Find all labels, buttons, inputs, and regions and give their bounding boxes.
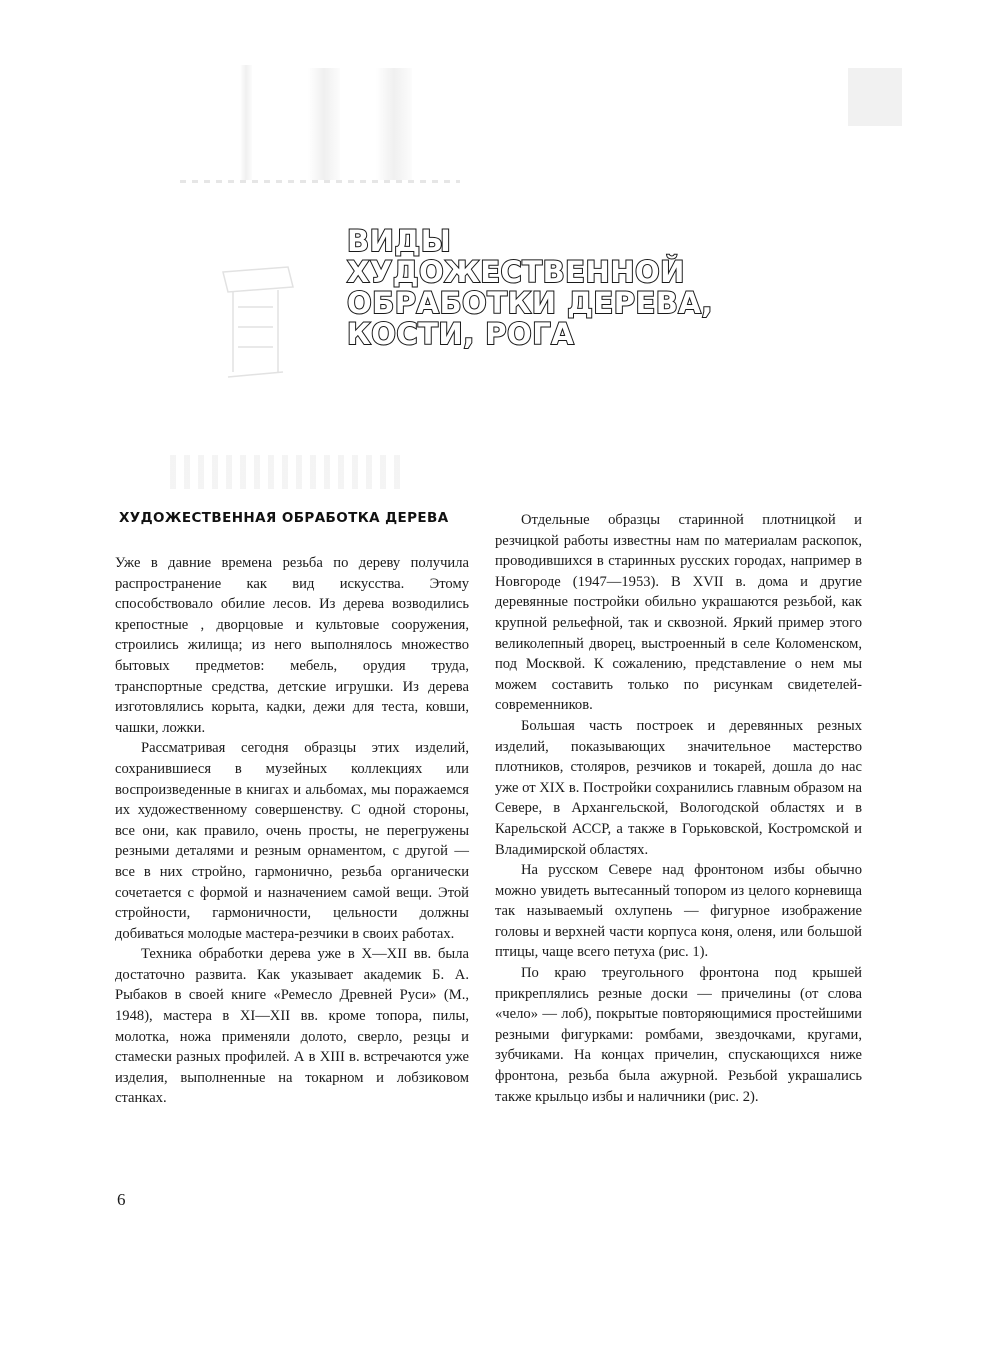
bleed-through-line bbox=[180, 180, 460, 183]
paragraph: По краю треугольного фронтона под крышей прикреплялись резные доски — причелины (от слова «чело» — лоб), покрытые повторяющимися простейшими резными фигурками: ромбами, звездочками, кругами, зубчиками. На концах причелин, спускающихся ниже фронтона, резьба была ажурной. Резьбой украшались также крыльцо избы и наличники (рис. 2). bbox=[495, 965, 862, 1105]
chapter-title-line: ОБРАБОТКИ ДЕРЕВА, bbox=[347, 286, 713, 320]
paragraph: Техника обработки дерева уже в X—XII вв. была достаточно развита. Как указывает академик Б. А. Рыбаков в своей книге «Ремесло Древней Руси» (М., 1948), мастера в XI—XII вв. кроме топора, пилы, молотка, ножа применяли долото, сверло, резцы и стамески разных профилей. А в XIII в. встречаются уже изделия, выполненные на токарном и лобзиковом станках. bbox=[115, 946, 469, 1107]
paragraph: На русском Севере над фронтоном избы обычно можно увидеть вытесанный топором из целого корневища так называемый охлупень — фигурное изображение головы и верхней части корпуса коня, оленя, или большой птицы, чаще всего петуха (рис. 1). bbox=[495, 862, 862, 961]
paragraph: Отдельные образцы старинной плотницкой и резчицкой работы известны нам по материалам раскопок, проводившихся в старинных русских городах, например в Новгороде (1947—1953). В XVII в. дома и другие деревянные постройки обильно украшаются резьбой, как крупной рельефной, так и сквозной. Яркий пример этого великолепный дворец, выстроенный в селе Коломенском, под Москвой. К сожалению, представление о нем мы можем составить только по рисункам свидетелей-современников. bbox=[495, 512, 862, 714]
left-column bbox=[115, 510, 469, 1109]
paragraph: Рассматривая сегодня образцы этих изделий, сохранившиеся в музейных коллекциях или воспроизведенные в книгах и альбомах, мы поражаемся их художественному совершенству. С одной стороны, все они, как правило, очень просты, не перегружены резными деталями и резным орнаментом, с другой — все в них стройно, гармонично, резьба органически сочетается с формой и назначением самой вещи. Этой стройности, гармоничности, цельности должны добиваться молодые мастера-резчики в своих работах. bbox=[115, 740, 469, 942]
bleed-through-block bbox=[848, 68, 902, 126]
chapter-title bbox=[347, 226, 713, 350]
carved-figure-illustration bbox=[218, 262, 298, 412]
page-number: 6 bbox=[117, 1190, 126, 1209]
chapter-title-line: ХУДОЖЕСТВЕННОЙ bbox=[347, 255, 685, 289]
chapter-title-line: КОСТИ, РОГА bbox=[347, 317, 575, 351]
ornament-band-illustration bbox=[170, 455, 400, 489]
chapter-title-line: ВИДЫ bbox=[347, 224, 452, 258]
paragraph: Большая часть построек и деревянных резных изделий, показывающих значительное мастерство плотников, столяров, резчиков и токарей, дошла до нас уже от XIX в. Постройки сохранились главным образом на Севере, в Архангельской, Вологодской областях и в Карельской АССР, а также в Горьковской, Костромской и Владимирской областях. bbox=[495, 717, 862, 858]
bleed-through-strip bbox=[376, 68, 412, 180]
bleed-through-strip bbox=[240, 65, 252, 180]
right-column bbox=[495, 510, 862, 1107]
paragraph: Уже в давние времена резьба по дереву получила распространение как вид искусства. Этому способствовало обилие лесов. Из дерева возводились крепостные , дворцовые и культовые сооружения, строились жилища; из него выполнялось множество бытовых предметов: мебель, орудия труда, транспортные средства, детские игрушки. Из дерева изготовлялись корыта, кадки, дежи для теста, ковши, чашки, ложки. bbox=[115, 555, 469, 736]
bleed-through-strip bbox=[308, 68, 340, 180]
section-heading: ХУДОЖЕСТВЕННАЯ ОБРАБОТКА ДЕРЕВА bbox=[119, 510, 449, 526]
